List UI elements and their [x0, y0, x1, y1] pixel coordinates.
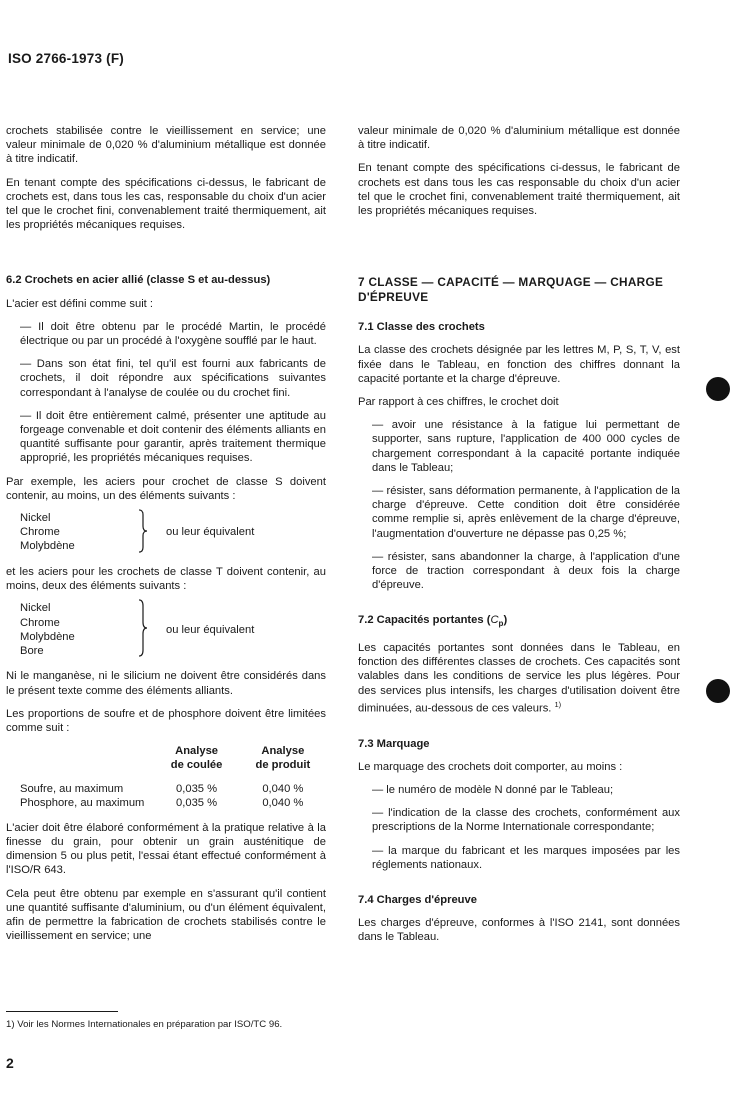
- section-heading-7-4: 7.4 Charges d'épreuve: [358, 894, 477, 907]
- left-column: [6, 124, 326, 952]
- element-item: Molybdène: [20, 630, 75, 643]
- paragraph: et les aciers pour les crochets de classe T doivent contenir, au moins, deux des éléments suivants :: [6, 566, 326, 593]
- brace-icon: [138, 599, 148, 657]
- brace-icon: [138, 509, 148, 553]
- element-item: Molybdène: [20, 540, 75, 553]
- element-item: Bore: [20, 645, 44, 658]
- row-label: Phosphore, au maximum: [20, 797, 145, 810]
- column-header: Analyse de coulée: [170, 745, 223, 772]
- element-item: Nickel: [20, 512, 51, 525]
- footnote-reference: 1): [554, 699, 562, 709]
- paragraph: Cela peut être obtenu par exemple en s'assurant qu'il contient une quantité suffisante d'aluminium, ou d'un élément équivalent, afin de permettre la fabrication de crochets stabilisés contre le vieillissement en service; une: [6, 887, 326, 943]
- paragraph: En tenant compte des spécifications ci-dessus, le fabricant de crochets est, dans tous les cas, responsable du choix d'un acier tel que le crochet fini, convenablement traité thermiquement, ait les propriétés mécaniques requises.: [6, 176, 326, 232]
- document-header: ISO 2766-1973 (F): [8, 51, 124, 66]
- right-column: [358, 124, 680, 954]
- paragraph: crochets stabilisée contre le vieillissement en service; une valeur minimale de 0,020 % d'aluminium métallique est donnée à titre indicatif.: [6, 125, 326, 166]
- section-heading-6-2: 6.2 Crochets en acier allié (classe S et au-dessus): [6, 274, 271, 287]
- dash-item: — l'indication de la classe des crochets, conformément aux prescriptions de la Norme Internationale correspondante;: [372, 807, 680, 834]
- paragraph: Les charges d'épreuve, conformes à l'ISO 2141, sont données dans le Tableau.: [358, 917, 680, 944]
- row-label: Soufre, au maximum: [20, 783, 124, 796]
- capacity-subscript: p: [498, 619, 504, 629]
- table-row: [20, 796, 326, 810]
- cell-value: 0,040 %: [262, 797, 304, 810]
- capacity-symbol: C: [490, 614, 499, 627]
- paragraph: En tenant compte des spécifications ci-dessus, le fabricant de crochets est dans tous les cas responsable du choix d'un acier tel que le crochet fini, convenablement traité thermiquement, ait les propriétés mécaniques requises.: [358, 162, 680, 218]
- equivalent-label: ou leur équivalent: [166, 526, 255, 539]
- paragraph: L'acier doit être élaboré conformément à la pratique relative à la finesse du grain, pour obtenir un grain austénitique de dimension 5 ou plus petit, l'essai étant effectué conformément à l'ISO/R 643.: [6, 821, 326, 877]
- page-number: 2: [6, 1055, 14, 1071]
- paragraph: Par rapport à ces chiffres, le crochet doit: [358, 396, 559, 409]
- paragraph: Les proportions de soufre et de phosphore doivent être limitées comme suit :: [6, 707, 326, 735]
- section-heading-7: 7 CLASSE — CAPACITÉ — MARQUAGE — CHARGE D'ÉPREUVE: [358, 275, 664, 305]
- paragraph: La classe des crochets désignée par les lettres M, P, S, T, V, est fixée dans le Tableau, en fonction des chiffres donnant la capacité portante et la charge d'épreuve.: [358, 344, 680, 385]
- margin-mark-icon: [706, 679, 730, 703]
- heading-text: 7.2 Capacités portantes: [358, 614, 484, 627]
- element-item: Chrome: [20, 616, 60, 629]
- dash-item: — Il doit être entièrement calmé, présenter une aptitude au forgeage convenable et doit contenir des éléments alliants en quantité suffisante pour garantir, après traitement thermique approprié, les propriétés mécaniques requises.: [20, 409, 326, 465]
- equivalent-label: ou leur équivalent: [166, 624, 255, 637]
- column-header: Analyse de produit: [255, 745, 311, 772]
- table-row: [20, 782, 326, 796]
- paragraph: L'acier est défini comme suit :: [6, 297, 154, 310]
- element-list-class-s: [20, 511, 326, 555]
- dash-item: — résister, sans abandonner la charge, à l'application d'une force de traction correspondant à deux fois la charge d'épreuve.: [372, 550, 680, 592]
- dash-item: — résister, sans déformation permanente, à l'application de la charge d'épreuve. Cette condition doit être considérée comme remplie si, après enlèvement de la charge d'épreuve, l'augmentation d'ouverture ne dépasse pas 0,25 %;: [372, 485, 680, 540]
- paragraph: [358, 641, 680, 716]
- dash-item: — Il doit être obtenu par le procédé Martin, le procédé électrique ou par un procédé à l'oxygène soufflé par le haut.: [20, 320, 326, 348]
- element-list-class-t: [20, 601, 326, 659]
- paragraph: Le marquage des crochets doit comporter, au moins :: [358, 760, 623, 773]
- section-heading-7-2: 7.2 Capacités portantes $(C_p)$: [358, 614, 508, 629]
- dash-item: — Dans son état fini, tel qu'il est fourni aux fabricants de crochets, il doit répondre aux spécifications suivantes correspondant à l'analyse de coulée ou du crochet fini.: [20, 358, 326, 399]
- paragraph: Par exemple, les aciers pour crochet de classe S doivent contenir, au moins, un des éléments suivants :: [6, 475, 326, 502]
- dash-item: — le numéro de modèle N donné par le Tableau;: [372, 784, 614, 797]
- dash-item: — avoir une résistance à la fatigue lui permettant de supporter, sans rupture, l'application de 400 000 cycles de chargement correspondant à la capacité portante indiquée dans le Tableau;: [372, 419, 680, 474]
- element-item: Nickel: [20, 602, 51, 615]
- cell-value: 0,035 %: [176, 797, 218, 810]
- paragraph-text: Les capacités portantes sont données dans le Tableau, en fonction des différentes classes de crochets. Ces capacités sont valables dans les conditions de service les plus légères. Pour des services plus intensifs, les charges d'utilisation doivent être diminuées, au-dessous de ces valeurs.: [358, 641, 680, 715]
- element-item: Chrome: [20, 526, 60, 539]
- paragraph: Ni le manganèse, ni le silicium ne doivent être considérés dans le présent texte comme des éléments alliants.: [6, 670, 326, 697]
- cell-value: 0,035 %: [176, 783, 218, 796]
- analysis-table: [20, 744, 326, 810]
- section-heading-7-3: 7.3 Marquage: [358, 737, 430, 750]
- margin-mark-icon: [706, 377, 730, 401]
- paragraph: valeur minimale de 0,020 % d'aluminium métallique est donnée à titre indicatif.: [358, 125, 680, 152]
- footnote: 1) Voir les Normes Internationales en préparation par ISO/TC 96.: [6, 1019, 283, 1030]
- section-heading-7-1: 7.1 Classe des crochets: [358, 321, 485, 334]
- dash-item: — la marque du fabricant et les marques imposées par les réglements nationaux.: [372, 844, 680, 871]
- cell-value: 0,040 %: [262, 783, 304, 796]
- footnote-divider: [6, 1011, 118, 1012]
